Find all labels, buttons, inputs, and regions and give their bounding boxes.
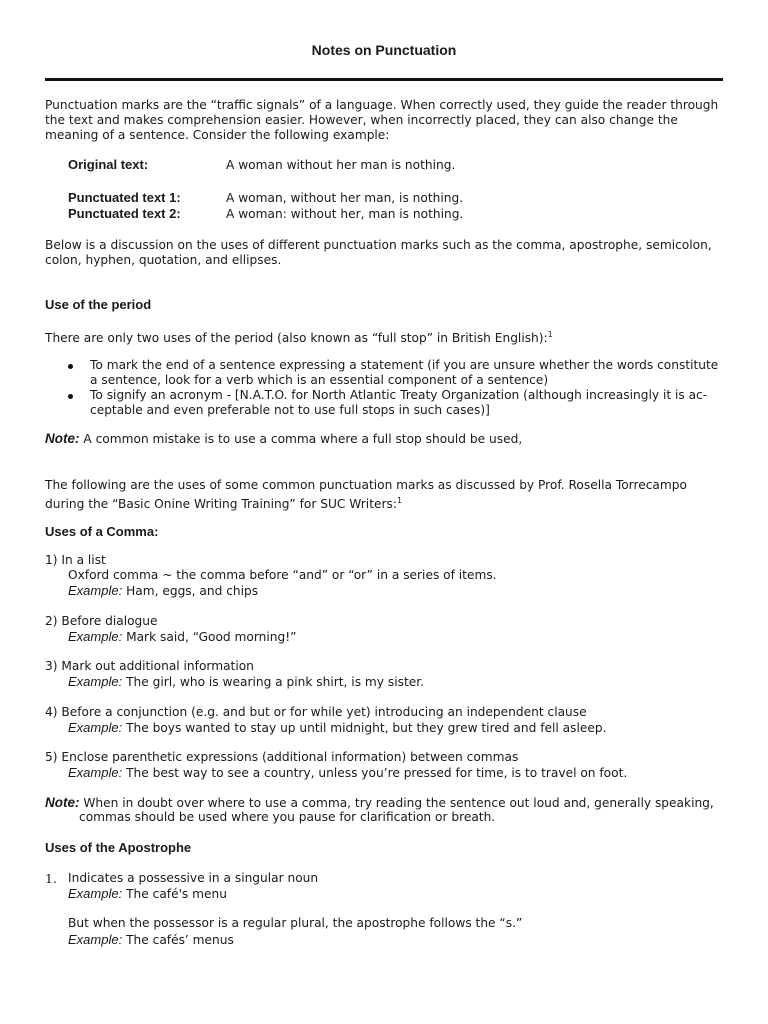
following-footnote: 1 — [396, 496, 403, 505]
note-text: A common mistake is to use a comma where a full stop should be used, — [83, 432, 523, 446]
comma-note-line-2: commas should be used where you pause for clarification or breath. — [79, 810, 496, 824]
below-line-2: colon, hyphen, quotation, and ellipses. — [45, 253, 282, 267]
example-label: Example: — [68, 720, 123, 735]
period-bullet-1-line-2: a sentence, look for a verb which is an essential component of a sentence) — [90, 373, 549, 387]
following-line-2-text: during the “Basic Onine Writing Training” for SUC Writers: — [45, 497, 397, 512]
note-label: Note: — [45, 431, 80, 446]
apostrophe-item-1-title: Indicates a possessive in a singular noun — [68, 871, 319, 885]
comma-item-4-title: 4) Before a conjunction (e.g. and but or for while yet) introducing an independent clause — [45, 705, 587, 719]
punctuated-2-text: A woman: without her, man is nothing. — [226, 207, 464, 221]
note-label: Note: — [45, 795, 80, 810]
page-title: Notes on Punctuation — [311, 42, 457, 58]
period-intro-footnote: 1 — [547, 330, 553, 339]
apostrophe-plural-text: But when the possessor is a regular plural, the apostrophe follows the “s.” — [68, 916, 523, 930]
comma-item-2-title: 2) Before dialogue — [45, 614, 158, 628]
following-line-2 — [45, 493, 402, 512]
comma-item-5-title: 5) Enclose parenthetic expressions (additional information) between commas — [45, 750, 519, 764]
period-bullet-2-line-1: To signify an acronym - [N.A.T.O. for North Atlantic Treaty Organization (although increasingly it is ac- — [90, 388, 708, 402]
punctuated-1-label: Punctuated text 1: — [68, 190, 181, 205]
comma-item-3-example — [68, 674, 424, 690]
punctuated-2-label: Punctuated text 2: — [68, 206, 181, 221]
period-intro — [45, 327, 553, 346]
bullet-icon — [68, 394, 73, 399]
comma-item-1-title: 1) In a list — [45, 553, 106, 567]
example-text: The cafés’ menus — [122, 933, 234, 947]
period-bullet-2-line-2: ceptable and even preferable not to use full stops in such cases)] — [90, 403, 490, 417]
comma-heading: Uses of a Comma: — [45, 524, 159, 539]
intro-line-2: the text and makes comprehension easier. However, when incorrectly placed, they can also change the — [45, 113, 678, 127]
below-line-1: Below is a discussion on the uses of different punctuation marks such as the comma, apostrophe, semicolon, — [45, 238, 712, 252]
apostrophe-example-2 — [68, 932, 234, 948]
example-text: The café's menu — [122, 887, 227, 901]
apostrophe-heading: Uses of the Apostrophe — [45, 840, 192, 855]
example-label: Example: — [68, 583, 123, 598]
intro-line-3: meaning of a sentence. Consider the following example: — [45, 128, 390, 142]
period-heading: Use of the period — [45, 297, 152, 312]
apostrophe-item-1-number: 1. — [45, 871, 57, 886]
example-text: The boys wanted to stay up until midnight, but they grew tired and fell asleep. — [122, 721, 607, 735]
period-note — [45, 431, 522, 447]
comma-note — [45, 795, 714, 811]
comma-item-1-example — [68, 583, 258, 599]
example-label: Example: — [68, 765, 123, 780]
example-label: Example: — [68, 674, 123, 689]
bullet-icon — [68, 364, 73, 369]
comma-item-2-example — [68, 629, 296, 645]
punctuated-1-text: A woman, without her man, is nothing. — [226, 191, 464, 205]
title-divider — [45, 78, 723, 81]
comma-item-1-sub: Oxford comma ~ the comma before “and” or “or” in a series of items. — [68, 568, 497, 582]
original-text: A woman without her man is nothing. — [226, 158, 456, 172]
example-label: Example: — [68, 886, 123, 901]
original-text-label: Original text: — [68, 157, 149, 172]
example-label: Example: — [68, 629, 123, 644]
note-text: When in doubt over where to use a comma, try reading the sentence out loud and, generally speaking, — [83, 796, 714, 810]
comma-item-3-title: 3) Mark out additional information — [45, 659, 254, 673]
intro-line-1: Punctuation marks are the “traffic signals” of a language. When correctly used, they guide the reader through — [45, 98, 719, 112]
comma-item-4-example — [68, 720, 606, 736]
following-line-1: The following are the uses of some common punctuation marks as discussed by Prof. Rosella Torrecampo — [45, 478, 687, 492]
example-text: The best way to see a country, unless you’re pressed for time, is to travel on foot. — [122, 766, 628, 780]
example-text: Mark said, “Good morning!” — [122, 630, 297, 644]
period-intro-text: There are only two uses of the period (also known as “full stop” in British English): — [45, 331, 548, 346]
comma-item-5-example — [68, 765, 627, 781]
example-label: Example: — [68, 932, 123, 947]
example-text: Ham, eggs, and chips — [122, 584, 259, 598]
period-bullet-1-line-1: To mark the end of a sentence expressing a statement (if you are unsure whether the words constitute — [90, 358, 719, 372]
apostrophe-example-1 — [68, 886, 227, 902]
example-text: The girl, who is wearing a pink shirt, is my sister. — [122, 675, 424, 689]
